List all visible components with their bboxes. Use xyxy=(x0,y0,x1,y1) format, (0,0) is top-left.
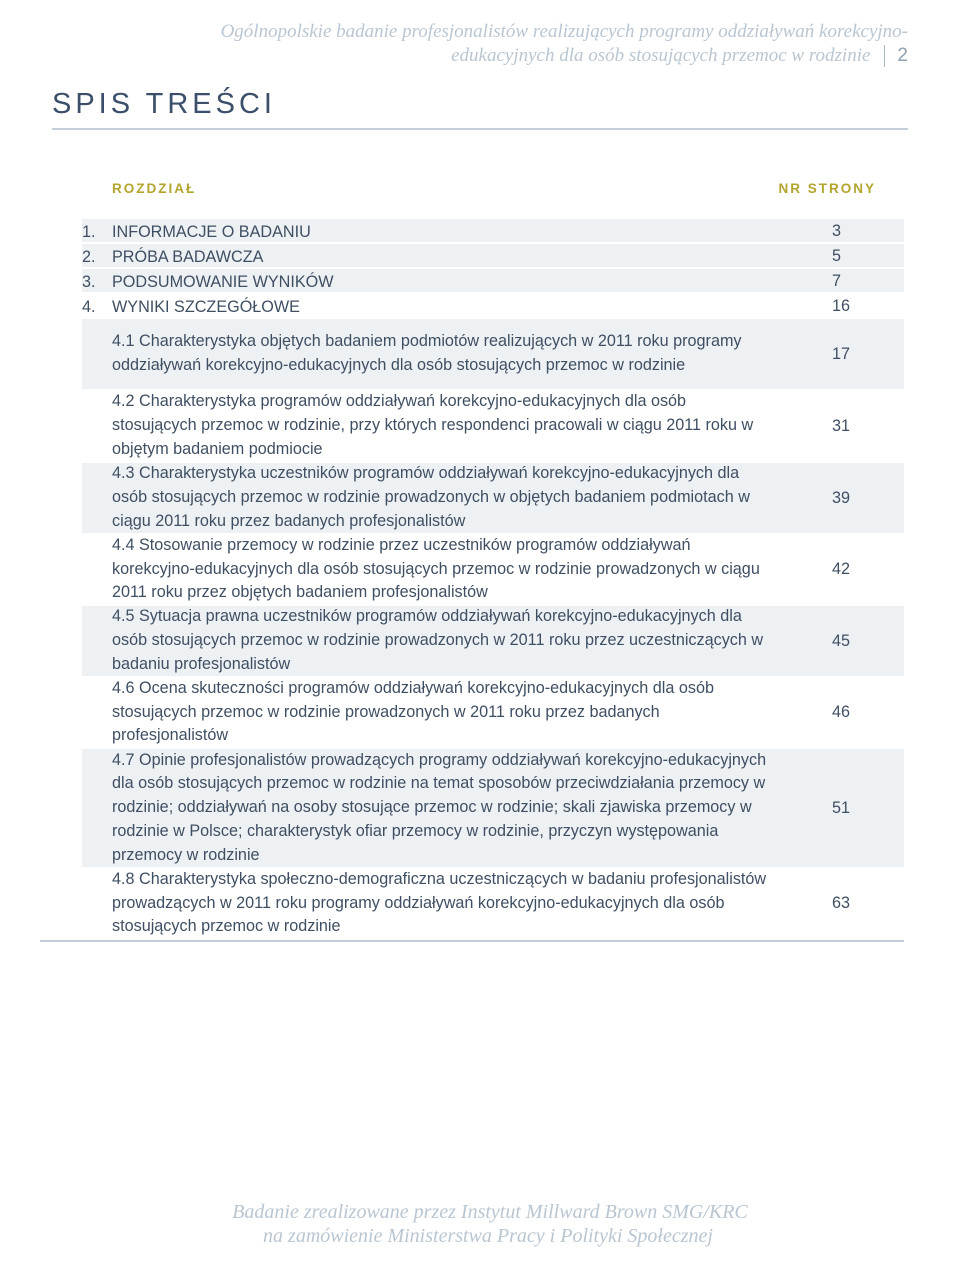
toc-subrow[interactable] xyxy=(82,319,904,391)
table-of-contents xyxy=(82,219,904,942)
toc-row-number: 1. xyxy=(82,222,96,241)
toc-row-title: PRÓBA BADAWCZA xyxy=(112,247,264,266)
toc-subrow[interactable] xyxy=(82,391,904,463)
toc-row-title: WYNIKI SZCZEGÓŁOWE xyxy=(112,297,300,316)
header-separator xyxy=(884,45,885,67)
column-header-chapter: ROZDZIAŁ xyxy=(112,181,197,196)
toc-row-page: 7 xyxy=(832,272,842,290)
toc-subrow-page: 46 xyxy=(832,703,851,721)
toc-subrow-page: 63 xyxy=(832,894,851,912)
toc-row[interactable] xyxy=(82,294,904,319)
toc-row[interactable] xyxy=(82,219,904,244)
footer-line1: Badanie zrealizowane przez Instytut Millward Brown SMG/KRC xyxy=(232,1201,748,1223)
toc-subrow[interactable] xyxy=(82,606,904,678)
toc-subrow-page: 51 xyxy=(832,798,851,817)
toc-subrow-title: 4.2 Charakterystyka programów oddziaływań korekcyjno-edukacyjnych dla osób stosujących przemoc w rodzinie, przy których respondenci pracowali w ciągu 2011 roku w objętym badaniem podmiocie xyxy=(112,392,754,458)
toc-row-number: 4. xyxy=(82,297,96,316)
toc-subrow[interactable] xyxy=(82,535,904,606)
toc-subrow-title: 4.5 Sytuacja prawna uczestników programów oddziaływań korekcyjno-edukacyjnych dla osób stosujących przemoc w rodzinie prowadzonych w 2011 roku przez uczestniczących w badaniu profesjonalistów xyxy=(112,607,764,673)
toc-subrow[interactable] xyxy=(82,869,904,940)
toc-subrow-page: 42 xyxy=(832,560,851,578)
toc-subrow[interactable] xyxy=(82,749,904,869)
running-title-line1: Ogólnopolskie badanie profesjonalistów realizujących programy oddziaływań korekcyjno- xyxy=(220,21,908,42)
toc-subrow-title: 4.4 Stosowanie przemocy w rodzinie przez uczestników programów oddziaływań korekcyjno-edukacyjnych dla osób stosujących przemoc w rodzinie prowadzonych w ciągu 2011 roku przez objętych badaniem profesjonalistów xyxy=(112,535,760,602)
running-header xyxy=(221,20,908,68)
page-number: 2 xyxy=(897,45,908,66)
toc-row-title: INFORMACJE O BADANIU xyxy=(112,222,311,241)
running-title-line2-wrap xyxy=(221,44,908,68)
toc-subrow-title: 4.8 Charakterystyka społeczno-demograficzna uczestniczących w badaniu profesjonalistów prowadzących w 2011 roku programy oddziaływań korekcyjno-edukacyjnych dla osób stosujących przemoc w rodzinie xyxy=(112,869,767,936)
toc-row[interactable] xyxy=(82,269,904,294)
toc-subrow-page: 39 xyxy=(832,488,851,507)
toc-bottom-divider xyxy=(40,940,904,942)
toc-subrow-page: 17 xyxy=(832,344,851,363)
toc-subrow-title: 4.7 Opinie profesjonalistów prowadzących programy oddziaływań korekcyjno-edukacyjnych dla osób stosujących przemoc w rodzinie na temat sposobów przeciwdziałania przemocy w rodzinie; oddziaływań na osoby stosujące przemoc w rodzinie; skali zjawiska przemocy w rodzinie w Polsce; charakterystyk ofiar przemocy w rodzinie, przyczyn występowania przemocy w rodzinie xyxy=(112,750,767,864)
toc-subrow[interactable] xyxy=(82,678,904,749)
toc-subrow[interactable] xyxy=(82,463,904,535)
toc-subrow-page: 45 xyxy=(832,631,851,650)
title-divider xyxy=(52,128,908,130)
toc-row-page: 3 xyxy=(832,222,842,240)
toc-subrow-title: 4.1 Charakterystyka objętych badaniem podmiotów realizujących w 2011 roku programy oddziaływań korekcyjno-edukacyjnych dla osób stosujących przemoc w rodzinie xyxy=(112,332,742,374)
toc-subrow-title: 4.6 Ocena skuteczności programów oddziaływań korekcyjno-edukacyjnych dla osób stosujących przemoc w rodzinie prowadzonych w 2011 roku przez badanych profesjonalistów xyxy=(112,678,714,745)
toc-row[interactable] xyxy=(82,244,904,269)
toc-row-title: PODSUMOWANIE WYNIKÓW xyxy=(112,272,334,291)
toc-row-number: 2. xyxy=(82,247,96,266)
footer xyxy=(0,1200,960,1248)
running-title-line2: edukacyjnych dla osób stosujących przemoc w rodzinie xyxy=(451,45,871,66)
toc-row-number: 3. xyxy=(82,272,96,291)
toc-subrow-title: 4.3 Charakterystyka uczestników programów oddziaływań korekcyjno-edukacyjnych dla osób stosujących przemoc w rodzinie prowadzonych w objętych badaniem podmiotach w ciągu 2011 roku przez badanych profesjonalistów xyxy=(112,464,750,530)
footer-line2: na zamówienie Ministerstwa Pracy i Polityki Społecznej xyxy=(263,1225,713,1247)
toc-row-page: 16 xyxy=(832,297,851,315)
toc-row-page: 5 xyxy=(832,247,842,265)
column-header-page: NR STRONY xyxy=(778,181,876,196)
page-title: SPIS TREŚCI xyxy=(52,88,276,120)
toc-subrow-page: 31 xyxy=(832,416,851,435)
